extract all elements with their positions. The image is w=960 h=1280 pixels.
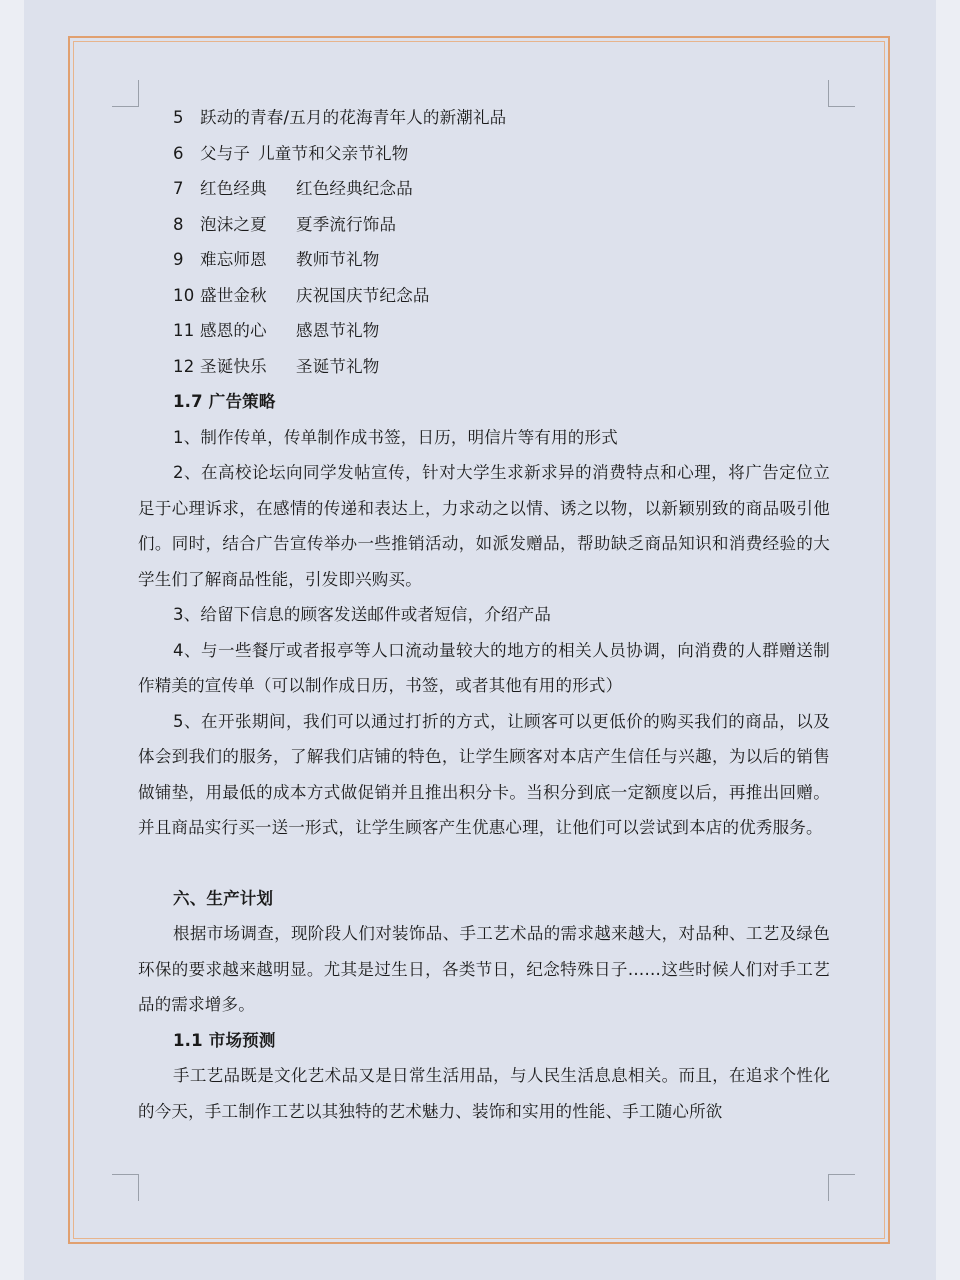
gift-list-item [138, 278, 830, 314]
item-name: 盛世金秋 [200, 285, 267, 305]
gift-list-item [138, 136, 830, 172]
ad-paragraph: 1、制作传单，传单制作成书签，日历，明信片等有用的形式 [173, 427, 618, 447]
gift-list-item [138, 100, 830, 136]
item-desc: 夏季流行饰品 [296, 214, 397, 234]
item-desc: 庆祝国庆节纪念品 [296, 285, 430, 305]
item-desc: 感恩节礼物 [296, 321, 380, 340]
ad-paragraph: 4、与一些餐厅或者报亭等人口流动量较大的地方的相关人员协调，向消费的人群赠送制作精美的宣传单（可以制作成日历，书签，或者其他有用的形式） [138, 640, 830, 695]
item-number: 12 [173, 356, 195, 376]
margin-mark-bottom-left [112, 1174, 139, 1201]
item-number: 6 [173, 143, 184, 163]
item-name: 红色经典 [200, 179, 267, 198]
item-desc: 圣诞节礼物 [296, 356, 380, 376]
item-number: 8 [173, 214, 184, 234]
ad-paragraph: 2、在高校论坛向同学发帖宣传，针对大学生求新求异的消费特点和心理，将广告定位立足于心理诉求，在感情的传递和表达上，力求动之以情、诱之以物，以新颖别致的商品吸引他们。同时，结合广告宣传举办一些推销活动，如派发赠品，帮助缺乏商品知识和消费经验的大学生们了解商品性能，引发即兴购买。 [138, 463, 830, 589]
item-desc: 青年人的新潮礼品 [372, 108, 507, 127]
market-forecast-paragraph: 手工艺品既是文化艺术品又是日常生活用品，与人民生活息息相关。而且，在追求个性化的今天，手工制作工艺以其独特的艺术魅力、装饰和实用的性能、手工随心所欲 [138, 1066, 830, 1121]
item-number: 10 [173, 285, 195, 305]
section-heading-market-forecast: 1.1 市场预测 [173, 1030, 276, 1050]
margin-mark-bottom-right [828, 1174, 855, 1201]
margin-mark-top-left [112, 80, 139, 107]
ad-paragraph: 5、在开张期间，我们可以通过打折的方式，让顾客可以更低价的购买我们的商品，以及体会到我们的服务，了解我们店铺的特色，让学生顾客对本店产生信任与兴趣，为以后的销售做铺垫，用最低的成本方式做促销并且推出积分卡。当积分到底一定额度以后，再推出回赠。并且商品实行买一送一形式，让学生顾客产生优惠心理，让他们可以尝试到本店的优秀服务。 [138, 711, 830, 837]
ad-paragraph: 3、给留下信息的顾客发送邮件或者短信，介绍产品 [173, 605, 552, 624]
item-name: 感恩的心 [200, 321, 267, 340]
section-heading-ad-strategy: 1.7 广告策略 [173, 392, 276, 411]
gift-list-item [138, 207, 830, 243]
production-intro-paragraph: 根据市场调查，现阶段人们对装饰品、手工艺术品的需求越来越大，对品种、工艺及绿色环保的要求越来越明显。尤其是过生日，各类节日，纪念特殊日子……这些时候人们对手工艺品的需求增多。 [138, 924, 830, 1014]
item-number: 11 [173, 321, 195, 340]
item-desc: 儿童节和父亲节礼物 [258, 143, 409, 163]
item-name: 父与子 [200, 143, 251, 163]
margin-mark-top-right [828, 80, 855, 107]
item-name: 泡沫之夏 [200, 214, 267, 234]
gift-list-item [138, 313, 830, 349]
gift-list-item [138, 171, 830, 207]
item-desc: 红色经典纪念品 [296, 179, 413, 198]
item-number: 5 [173, 108, 184, 127]
item-desc: 教师节礼物 [296, 250, 380, 269]
blank-line [138, 846, 830, 881]
item-name: 圣诞快乐 [200, 356, 267, 376]
chapter-heading-production-plan: 六、生产计划 [173, 888, 274, 908]
item-number: 7 [173, 179, 184, 198]
gift-list-item [138, 242, 830, 278]
item-name: 跃动的青春/五月的花海 [200, 108, 373, 127]
item-number: 9 [173, 250, 184, 269]
document-body [138, 100, 830, 1129]
gift-list-item [138, 349, 830, 385]
item-name: 难忘师恩 [200, 250, 267, 269]
